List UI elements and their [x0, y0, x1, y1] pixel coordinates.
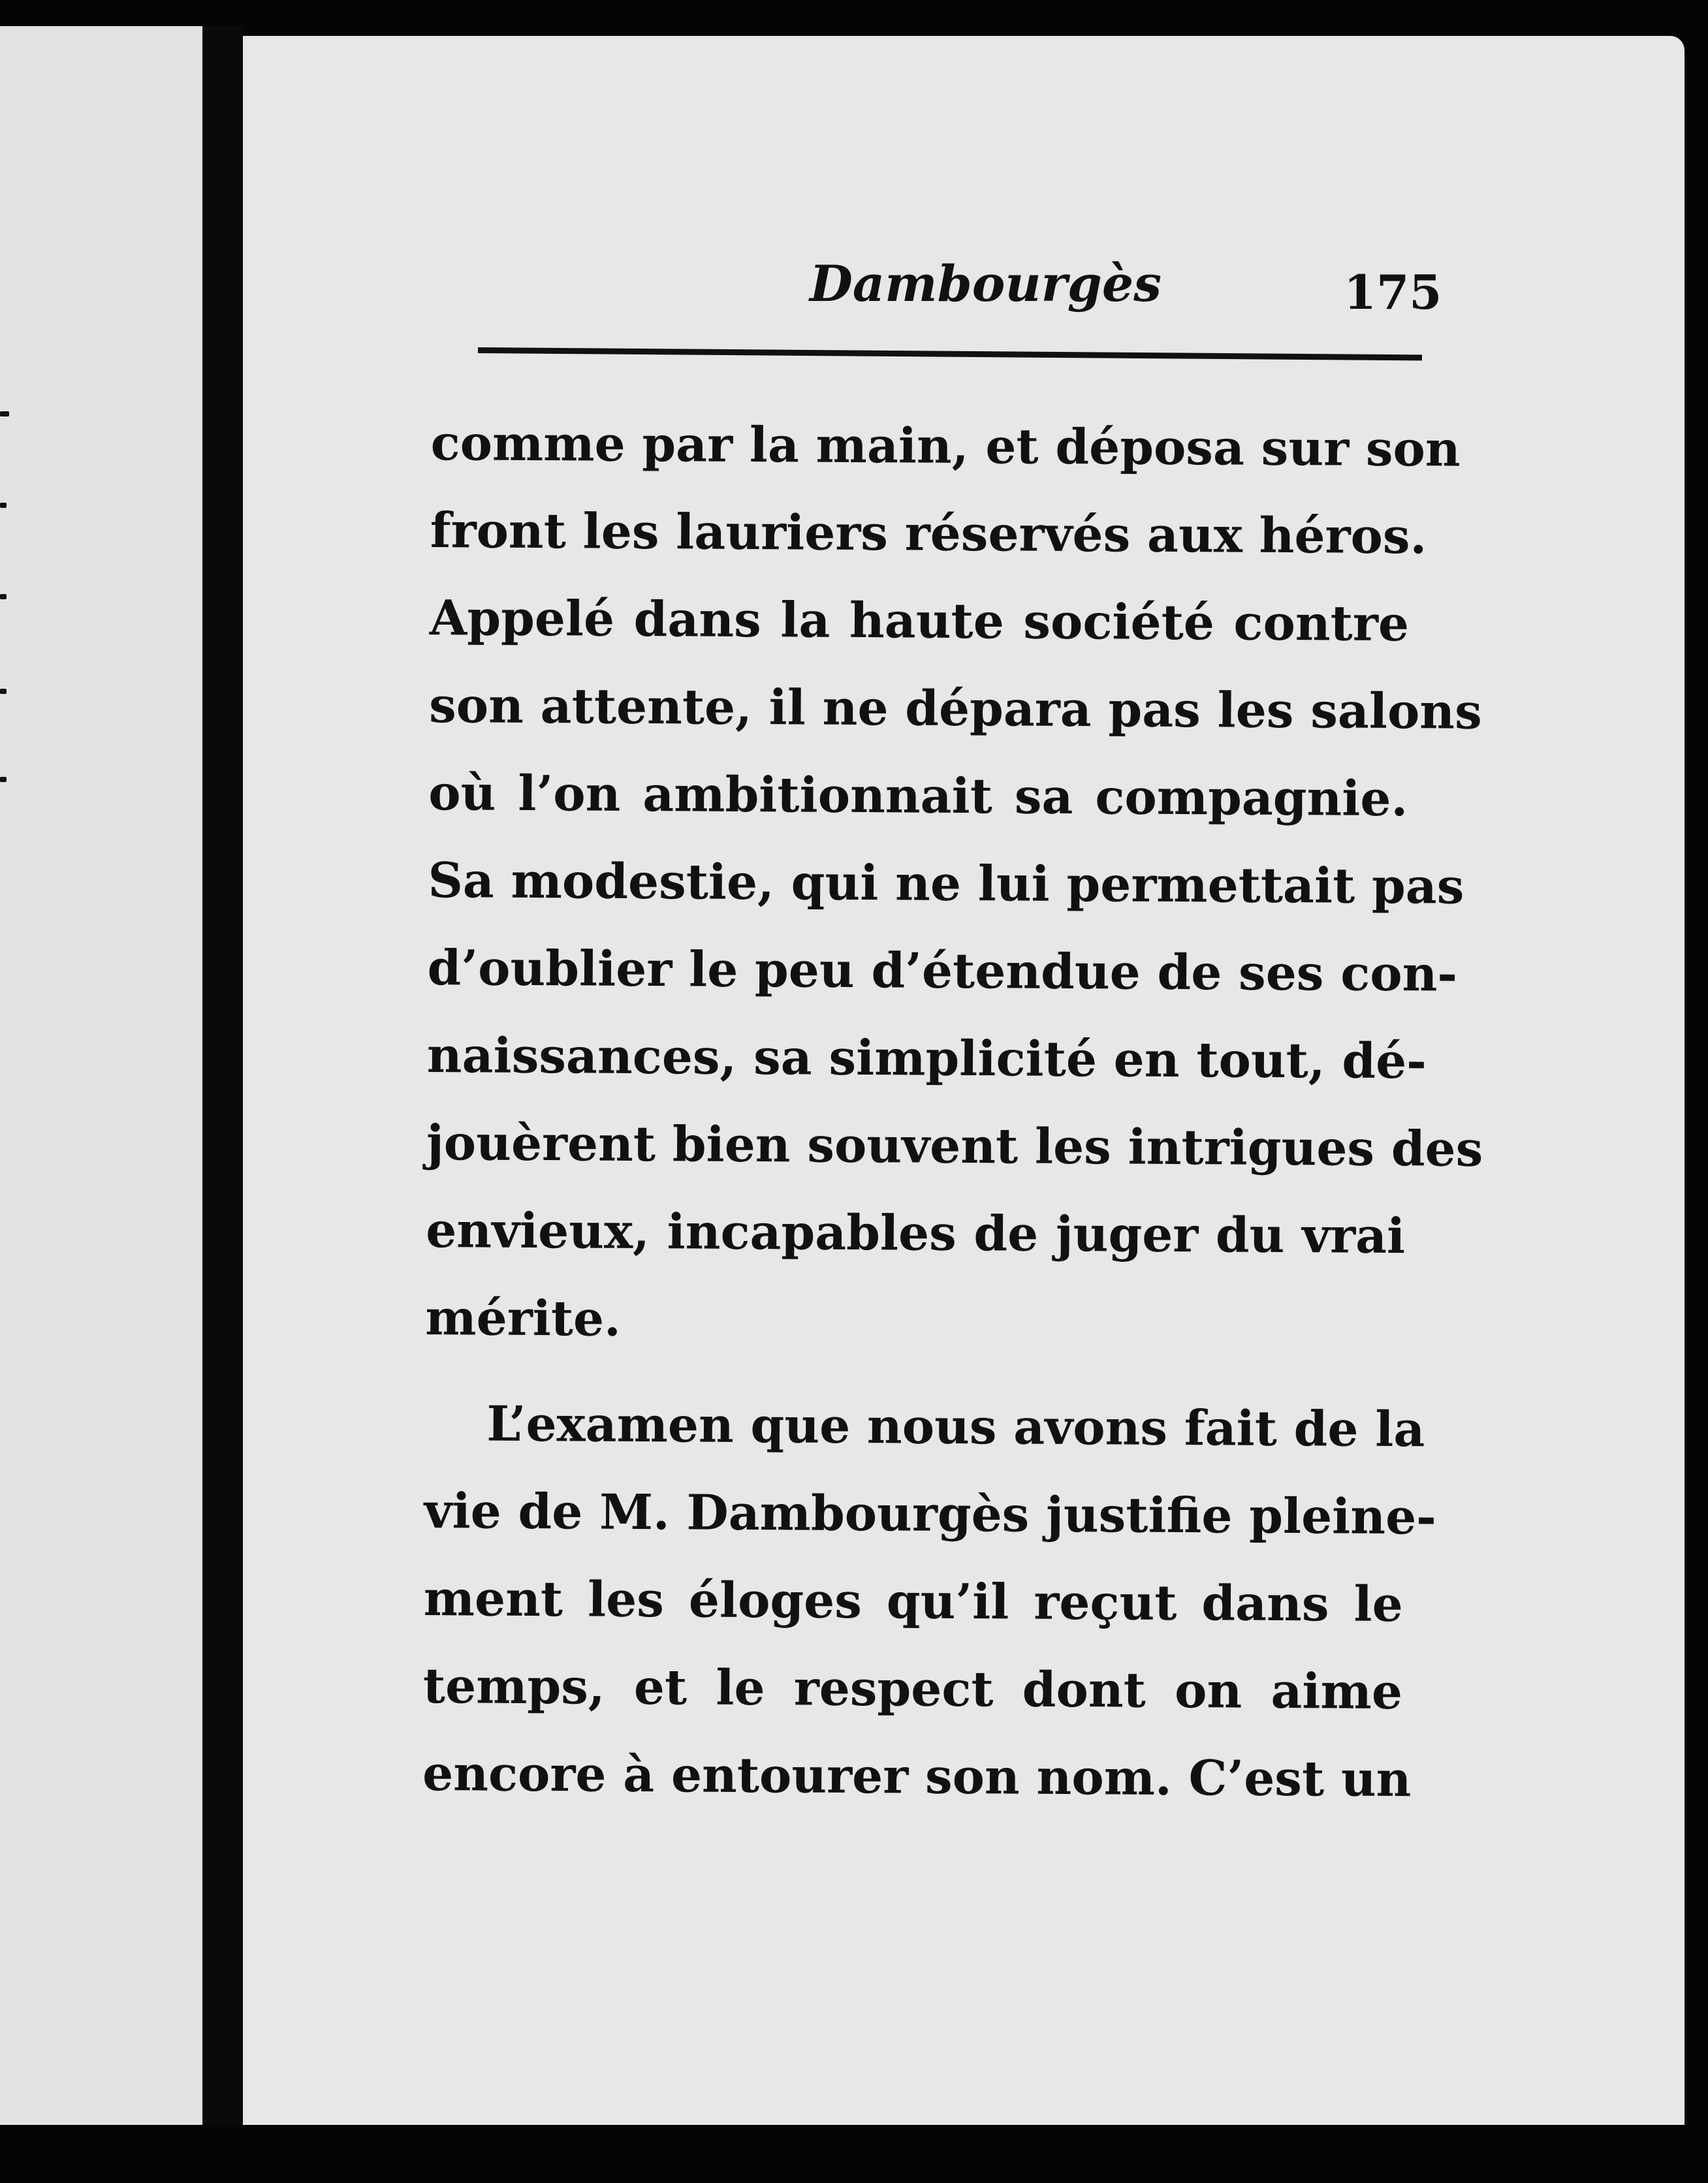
- ink-speck: [0, 503, 7, 508]
- text-line: front les lauriers réservés aux héros.: [430, 502, 1427, 565]
- text-line: d’oublier le peu d’étendue de ses con-: [427, 939, 1458, 1003]
- text-line: ment les éloges qu’il reçut dans le: [423, 1570, 1404, 1633]
- text-line: où l’on ambitionnait sa compagnie.: [428, 764, 1408, 828]
- ink-speck: [0, 411, 9, 416]
- text-line: encore à entourer son nom. C’est un: [422, 1745, 1412, 1808]
- text-line: comme par la main, et déposa sur son: [430, 415, 1461, 478]
- facing-page: [0, 26, 202, 2125]
- running-head: Dambourgès: [810, 255, 1162, 313]
- text-line: son attente, il ne dépara pas les salons: [428, 677, 1483, 740]
- text-line: mérite.: [425, 1289, 622, 1347]
- text-line: temps, et le respect dont on aime: [422, 1657, 1403, 1721]
- text-line: Sa modestie, qui ne lui permettait pas: [428, 852, 1464, 915]
- page-number: 175: [1344, 264, 1442, 320]
- text-line: jouèrent bien souvent les intrigues des: [426, 1114, 1483, 1178]
- text-line: naissances, sa simplicité en tout, dé-: [426, 1027, 1427, 1090]
- book-gutter: [202, 26, 243, 2125]
- text-line: vie de M. Dambourgès justifie pleine-: [424, 1483, 1437, 1546]
- ink-speck: [0, 689, 7, 694]
- ink-speck: [0, 777, 7, 782]
- ink-speck: [0, 594, 7, 599]
- body-text: [422, 400, 1483, 1823]
- text-line: Appelé dans la haute société contre: [429, 589, 1410, 653]
- text-line: envieux, incapables de juger du vrai: [425, 1202, 1406, 1265]
- text-line: L’examen que nous avons fait de la: [486, 1396, 1425, 1458]
